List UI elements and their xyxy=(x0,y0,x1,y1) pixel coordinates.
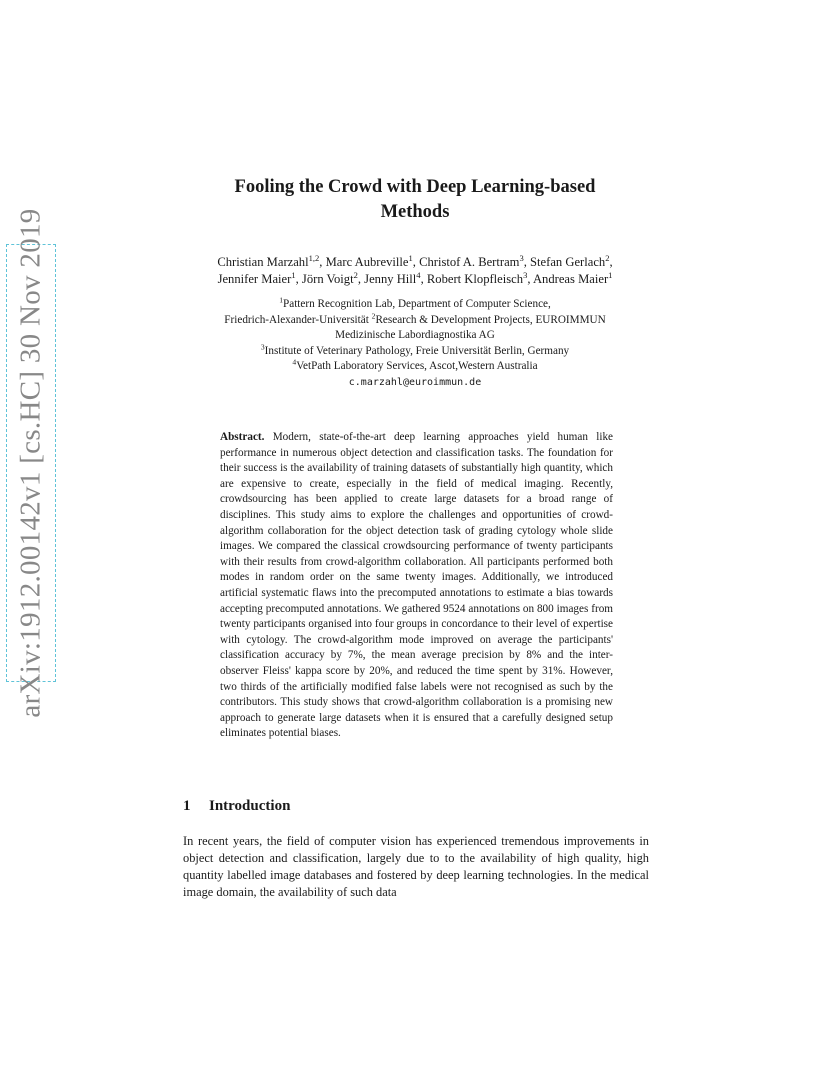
author-sep: , xyxy=(412,255,420,269)
affil-text: VetPath Laboratory Services, Ascot,Western Australia xyxy=(296,360,538,373)
author-affil-sup: 2 xyxy=(353,269,358,280)
author-affil-sup: 2 xyxy=(605,252,610,263)
abstract xyxy=(220,430,613,742)
author-affil-sup: 3 xyxy=(519,252,524,263)
author-affil-sup: 1 xyxy=(291,269,296,280)
section-number: 1 xyxy=(183,798,191,814)
author-sep: , xyxy=(609,255,613,269)
author-affil-sup: 1,2 xyxy=(308,252,320,263)
arxiv-stamp xyxy=(6,208,56,718)
author-sep: , xyxy=(523,255,531,269)
affiliation-1-line-2 xyxy=(150,310,680,329)
author-line-1 xyxy=(150,254,680,271)
author-list xyxy=(150,254,680,288)
author-name: Jenny Hill xyxy=(364,272,417,286)
paper-title xyxy=(150,175,680,225)
author-name: Jörn Voigt xyxy=(301,272,354,286)
author-sep: , xyxy=(527,272,533,286)
author-affil-sup: 4 xyxy=(416,269,421,280)
author-sep: , xyxy=(295,272,302,286)
author-name: Robert Klopfleisch xyxy=(426,272,524,286)
author-name: Marc Aubreville xyxy=(325,255,409,269)
author-name: Andreas Maier xyxy=(532,272,609,286)
author-sep: , xyxy=(319,255,326,269)
author-sep: , xyxy=(357,272,365,286)
author-line-2 xyxy=(150,271,680,288)
author-sep: , xyxy=(420,272,427,286)
title-line-1: Fooling the Crowd with Deep Learning-based xyxy=(234,177,596,197)
affil-text: Research & Development Projects, EUROIMMUN xyxy=(375,313,606,326)
contact-email: c.marzahl@euroimmun.de xyxy=(348,376,482,388)
author-name: Stefan Gerlach xyxy=(530,255,606,269)
arxiv-identifier: arXiv:1912.00142v1 [cs.HC] 30 Nov 2019 xyxy=(14,208,47,718)
affil-sup: 4 xyxy=(292,357,297,367)
affil-sup: 2 xyxy=(371,310,376,320)
affil-text: Institute of Veterinary Pathology, Freie Universität Berlin, Germany xyxy=(264,344,570,357)
title-line-2: Methods xyxy=(380,202,450,222)
author-affil-sup: 1 xyxy=(608,269,613,280)
author-name: Christian Marzahl xyxy=(217,255,309,269)
introduction-paragraph: In recent years, the field of computer vision has experienced tremendous improvements in object detection and classification, largely due to to the availability of high quality, high quantity labelled image databases and fostered by deep learning technologies. In the medical image domain, the availability of such data xyxy=(183,834,649,899)
author-affil-sup: 1 xyxy=(408,252,413,263)
author-name: Christof A. Bertram xyxy=(419,255,520,269)
abstract-text: Modern, state-of-the-art deep learning approaches yield human like performance in numerous object detection and classification tasks. The foundation for their success is the availability of training datasets of substantially high quantity, which are expensive to create, especially in the field of medical imaging. Recently, crowdsourcing has been applied to create large datasets for a broad range of disciplines. This study aims to explore the challenges and opportunities of crowd-algorithm collaboration for the object detection task of grading cytology whole slide images. We compared the classical crowdsourcing performance of twenty participants with their results from crowd-algorithm collaboration. All participants performed both modes in random order on the same twenty images. Additionally, we introduced artificial systematic flaws into the precomputed annotations to estimate a bias towards accepting precomputed annotations. We gathered 9524 annotations on 800 images from twenty participants organised into four groups in concordance to their level of expertise with cytology. The crowd-algorithm mode improved on average the participants' classification accuracy by 7%, the mean average precision by 8% and the inter-observer Fleiss' kappa score by 20%, and reduced the time spent by 31%. However, two thirds of the artificially modified false labels were not recognised as such by the contributors. This study shows that crowd-algorithm collaboration is a promising new approach to generate large datasets when it is ensured that a carefully designed setup eliminates potential biases. xyxy=(220,431,613,740)
section-heading xyxy=(183,798,290,815)
affiliations xyxy=(150,297,680,391)
abstract-heading: Abstract. xyxy=(220,431,265,443)
affil-sup: 1 xyxy=(279,295,283,305)
affiliation-2-line-2: Medizinische Labordiagnostika AG xyxy=(335,329,495,342)
affiliation-1-line-1 xyxy=(150,297,680,313)
affiliation-4 xyxy=(150,359,680,375)
affil-sup: 3 xyxy=(260,342,265,352)
author-name: Jennifer Maier xyxy=(217,272,292,286)
affiliation-3 xyxy=(150,344,680,360)
affil-text: Pattern Recognition Lab, Department of Computer Science, xyxy=(283,298,551,310)
section-title: Introduction xyxy=(209,798,291,814)
affil-text: Friedrich-Alexander-Universität xyxy=(224,313,372,326)
author-affil-sup: 3 xyxy=(523,269,528,280)
